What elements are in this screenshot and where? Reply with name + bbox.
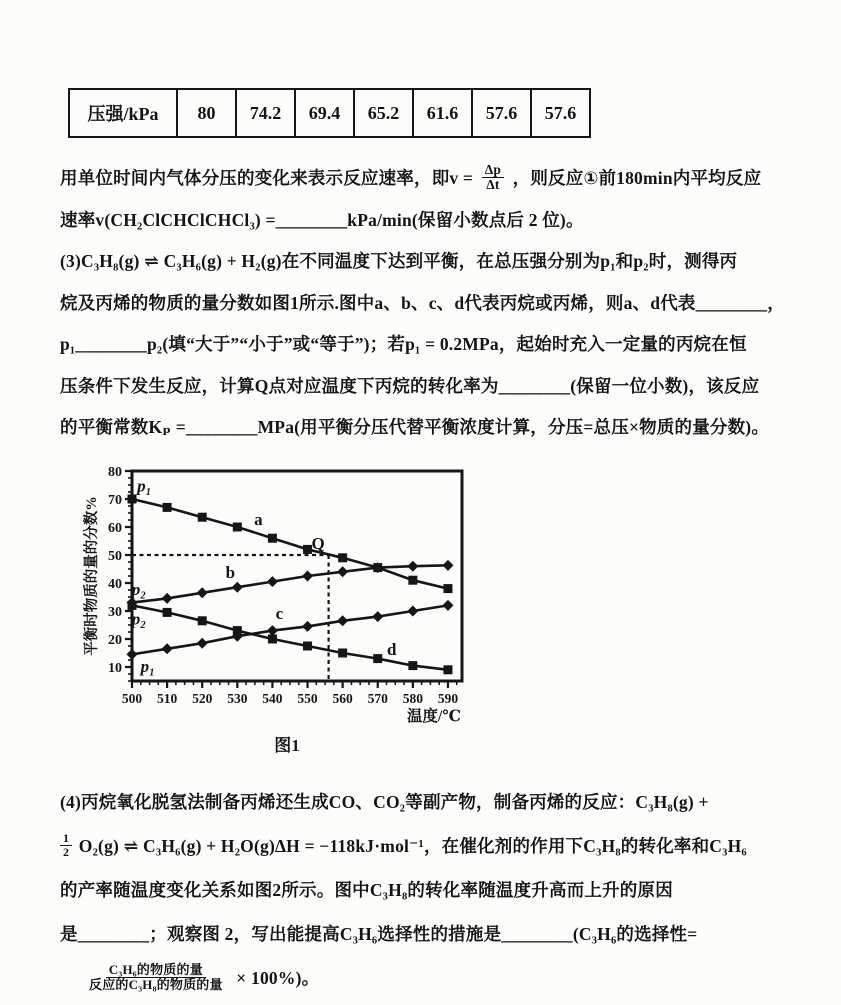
svg-text:520: 520 <box>192 690 213 706</box>
rate-definition-line <box>60 158 801 200</box>
svg-text:60: 60 <box>108 520 122 536</box>
svg-text:20: 20 <box>108 632 122 648</box>
svg-text:d: d <box>387 639 397 659</box>
pressure-value-cell: 74.2 <box>236 89 295 137</box>
svg-text:图1: 图1 <box>274 735 300 755</box>
question4-text3: 的产率随温度变化关系如图2所示。图中C₃H₈的转化率随温度升高而上升的原因 <box>60 879 673 900</box>
pressure-value-cell: 69.4 <box>295 89 354 137</box>
svg-text:540: 540 <box>262 690 283 706</box>
pressure-value-cell: 65.2 <box>354 89 413 137</box>
pressure-table-row <box>69 89 590 137</box>
question3-line2 <box>60 283 801 325</box>
svg-text:550: 550 <box>297 690 318 706</box>
svg-text:30: 30 <box>108 604 122 620</box>
svg-text:p₁: p₁ <box>137 475 152 495</box>
figure1-chart <box>82 459 512 759</box>
fraction-denominator: 反应的C₃H₈的物质的量 <box>89 976 223 992</box>
svg-text:580: 580 <box>402 690 423 706</box>
svg-text:c: c <box>275 603 284 623</box>
pressure-value-cell: 61.6 <box>413 89 472 137</box>
question4-line1 <box>60 780 801 824</box>
question3-text4: 压条件下发生反应，计算Q点对应温度下丙烷的转化率为________(保留一位小数)，该反应 <box>60 375 760 396</box>
svg-text:510: 510 <box>156 690 178 706</box>
svg-text:p₂: p₂ <box>131 608 147 628</box>
fraction-denominator: 2 <box>63 844 70 859</box>
rate-definition-prefix: 用单位时间内气体分压的变化来表示反应速率，即v = <box>60 168 474 188</box>
question4-line4 <box>60 912 801 956</box>
pressure-table <box>68 88 591 138</box>
question3-text3: p₁________p₂(填“大于”“小于”或“等于”)；若p₁ = 0.2MPa，起始时充入一定量的丙烷在恒 <box>60 334 747 354</box>
fraction-numerator: 1 <box>60 832 72 846</box>
svg-text:570: 570 <box>367 690 388 706</box>
selectivity-fraction <box>86 963 226 993</box>
svg-text:b: b <box>225 562 236 582</box>
fraction-numerator: Δp <box>482 163 504 179</box>
selectivity-formula-line <box>60 956 801 1000</box>
svg-text:560: 560 <box>332 690 353 706</box>
svg-text:70: 70 <box>108 492 122 508</box>
question3-line1 <box>60 241 801 283</box>
svg-text:590: 590 <box>437 690 459 706</box>
figure1-container <box>82 459 801 764</box>
question3-text2: 烷及丙烯的物质的量分数如图1所示.图中a、b、c、d代表丙烷或丙烯，则a、d代表________， <box>60 292 785 313</box>
svg-text:50: 50 <box>108 548 122 564</box>
question4-text2: O₂(g) ⇌ C₃H₆(g) + H₂O(g)ΔH = −118kJ·mol⁻¹，在催化剂的作用下C₃H₈的转化率和C₃H₆ <box>78 835 747 856</box>
delta-p-over-delta-t-fraction <box>482 163 504 194</box>
question3-line4 <box>60 366 801 408</box>
selectivity-formula-suffix: × 100%)。 <box>236 967 320 988</box>
svg-text:530: 530 <box>227 690 248 706</box>
svg-text:40: 40 <box>108 576 122 592</box>
svg-text:温度/℃: 温度/℃ <box>407 707 461 725</box>
svg-text:Q: Q <box>311 533 325 553</box>
pressure-value-cell: 57.6 <box>531 89 590 137</box>
question3-text5: 的平衡常数Kₚ =________MPa(用平衡分压代替平衡浓度计算，分压=总压×物质的量分数)。 <box>60 417 770 437</box>
question4-line2 <box>60 824 801 868</box>
question3-text1: (3)C₃H₈(g) ⇌ C₃H₆(g) + H₂(g)在不同温度下达到平衡，在总压强分别为p₁和p₂时，测得丙 <box>60 251 738 271</box>
pressure-value-cell: 80 <box>177 89 236 137</box>
svg-text:平衡时物质的量的分数%: 平衡时物质的量的分数% <box>84 495 100 656</box>
svg-text:p₁: p₁ <box>140 656 156 676</box>
svg-text:500: 500 <box>121 690 143 706</box>
svg-text:p₂: p₂ <box>131 579 147 599</box>
question3-line3 <box>60 324 801 366</box>
question4-text4: 是________；观察图 2，写出能提高C₃H₆选择性的措施是________(C₃H₆的选择性= <box>60 923 698 944</box>
rate-blank-line <box>60 200 801 242</box>
svg-text:80: 80 <box>108 464 122 480</box>
pressure-table-header-cell: 压强/kPa <box>69 89 177 137</box>
question4-block <box>60 780 801 1000</box>
rate-blank-text: 速率v(CH₂ClCHClCHCl₃) =________kPa/min(保留小数点后 2 位)。 <box>60 209 584 230</box>
one-half-fraction <box>60 832 72 859</box>
question4-line3 <box>60 868 801 912</box>
question4-text1: (4)丙烷氧化脱氢法制备丙烯还生成CO、CO₂等副产物，制备丙烯的反应：C₃H₈(g) + <box>60 791 709 812</box>
fraction-numerator: C₃H₆的物质的量 <box>106 963 206 978</box>
question3-line5 <box>60 407 801 449</box>
rate-definition-suffix: ，则反应①前180min内平均反应 <box>512 168 762 188</box>
pressure-value-cell: 57.6 <box>472 89 531 137</box>
fraction-denominator: Δt <box>486 177 500 193</box>
svg-text:10: 10 <box>108 660 122 676</box>
svg-text:a: a <box>254 509 263 529</box>
